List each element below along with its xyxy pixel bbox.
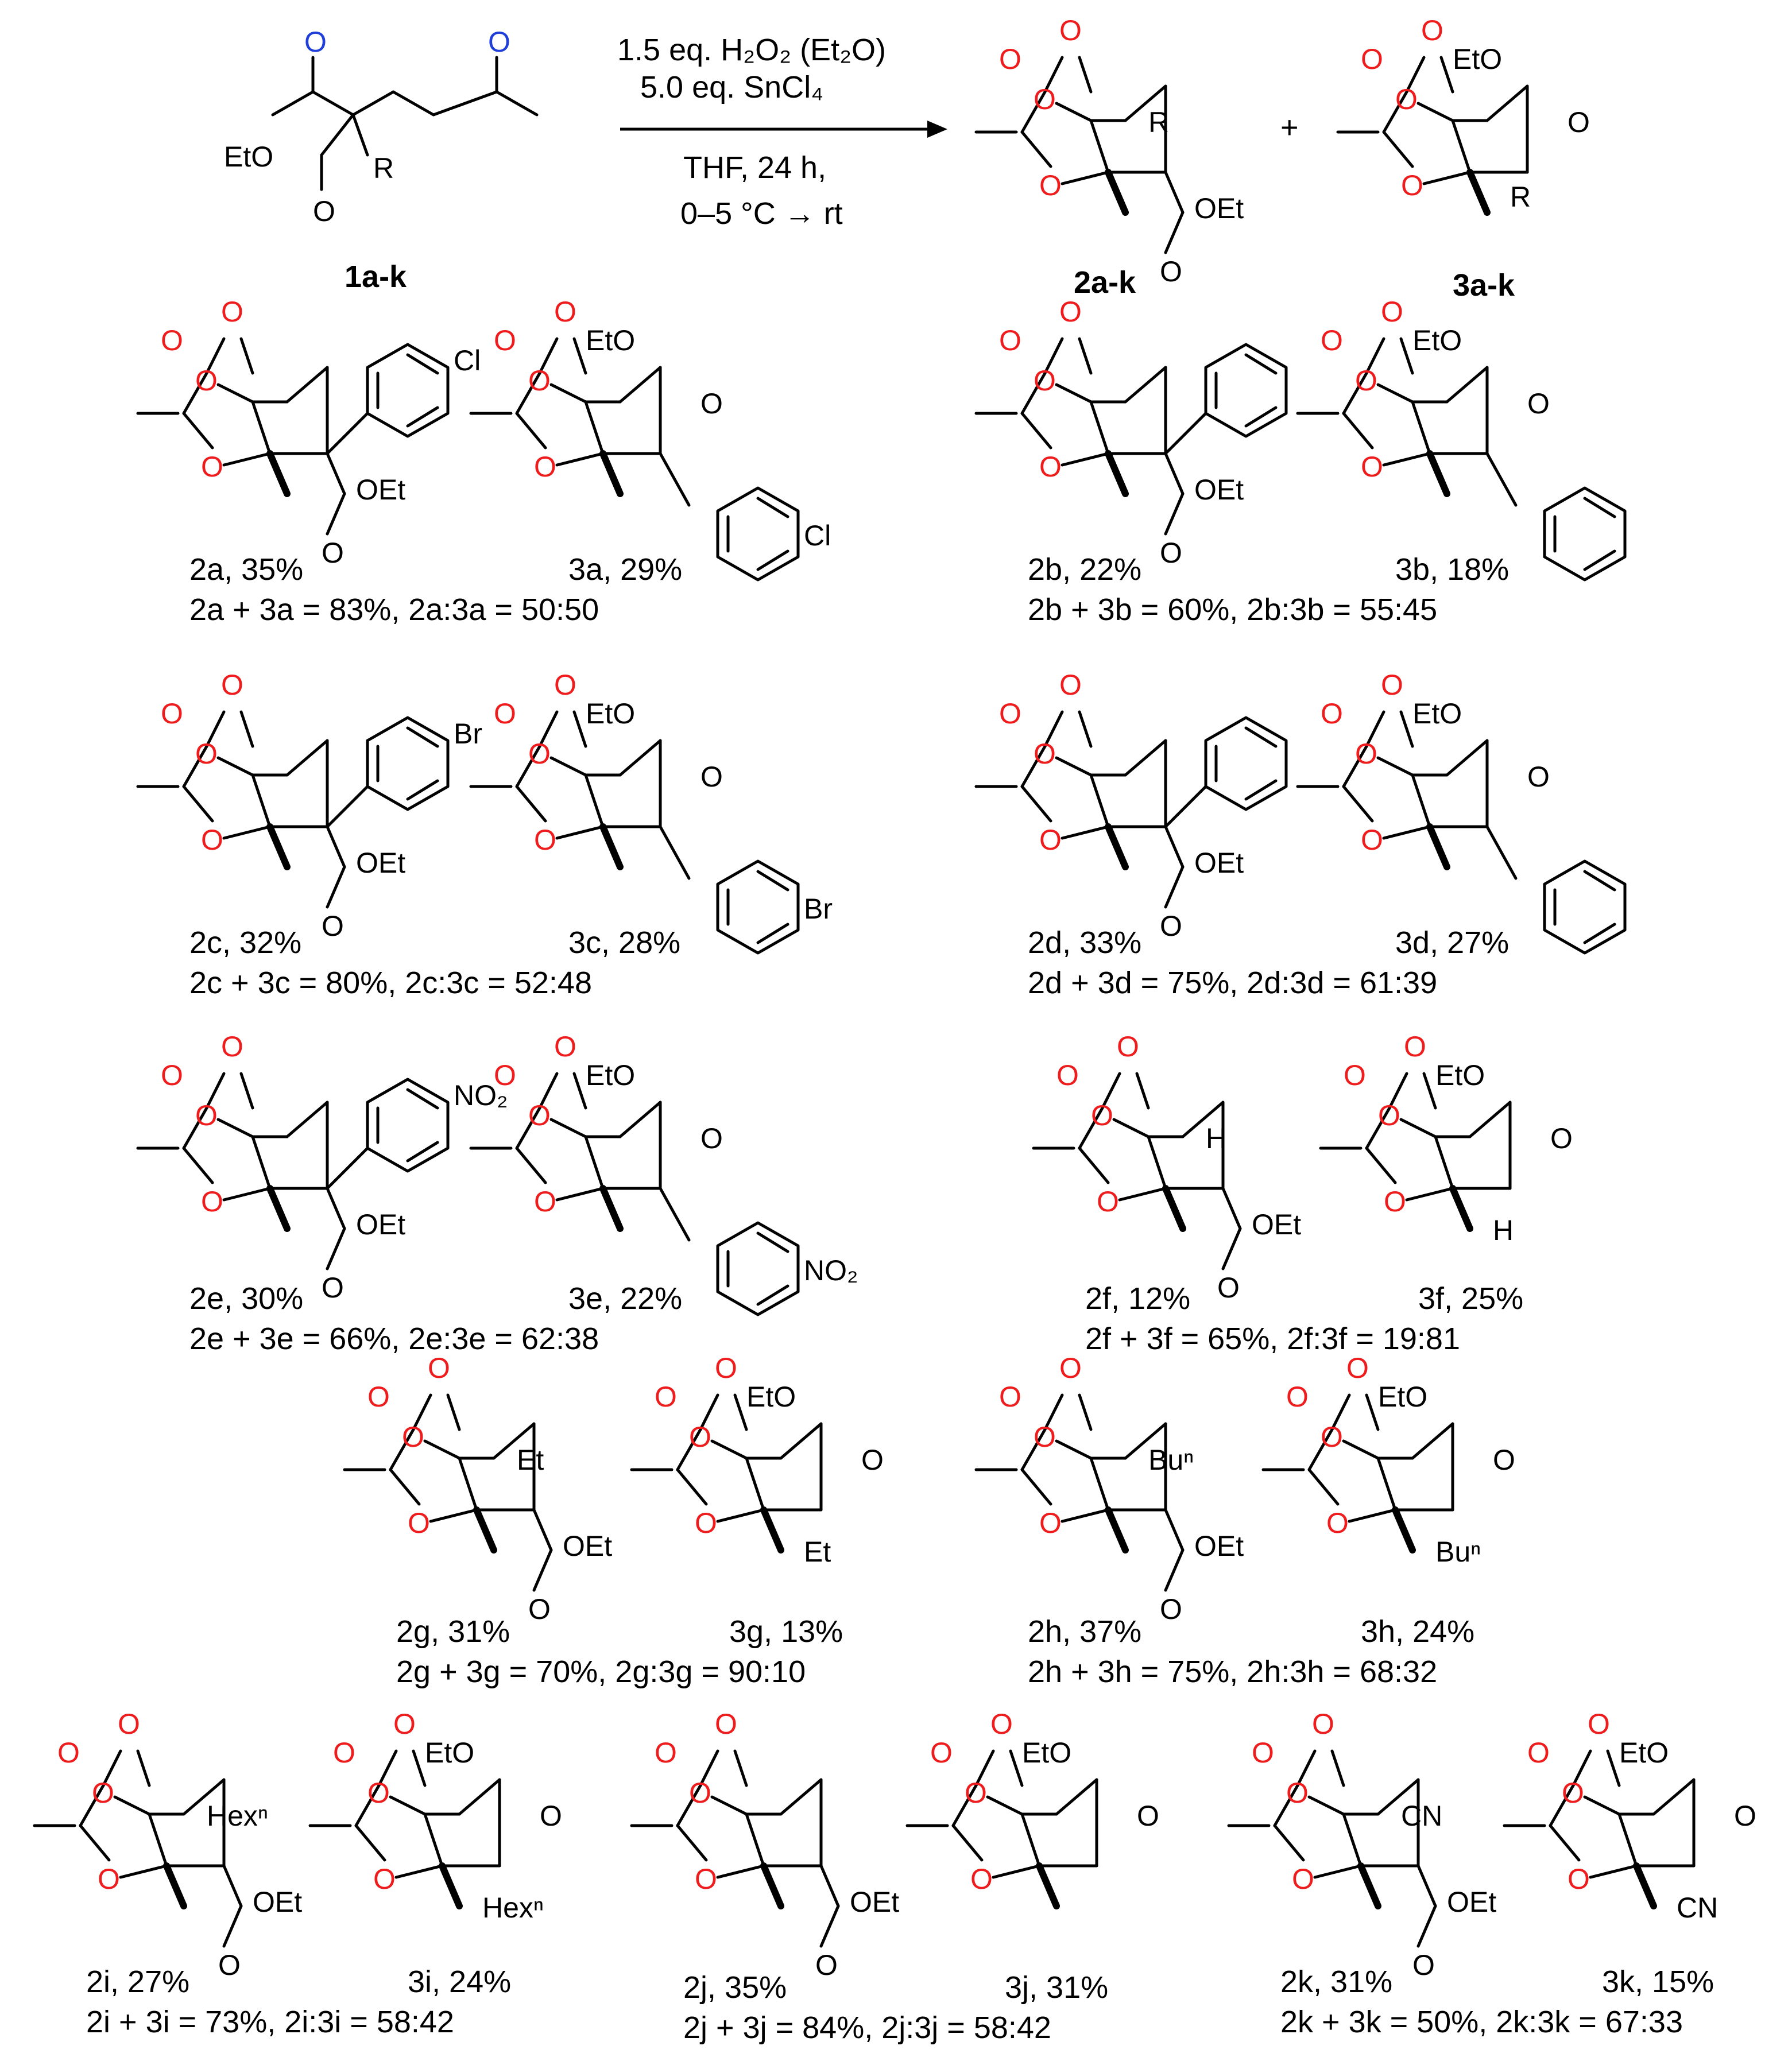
entry-b xyxy=(976,296,1625,627)
svg-text:O: O xyxy=(1059,14,1082,47)
svg-text:O: O xyxy=(965,1777,987,1809)
entry-h xyxy=(976,1352,1515,1689)
entry-j xyxy=(632,1708,1159,2045)
svg-text:EtO: EtO xyxy=(1022,1737,1072,1769)
structure-2a xyxy=(138,296,481,569)
svg-text:O: O xyxy=(1381,296,1403,328)
svg-text:O: O xyxy=(1160,910,1182,942)
svg-text:O: O xyxy=(1286,1381,1309,1413)
svg-text:OEt: OEt xyxy=(253,1886,303,1918)
svg-text:EtO: EtO xyxy=(586,1059,636,1091)
svg-text:O: O xyxy=(201,451,223,483)
svg-text:O: O xyxy=(1034,1421,1056,1453)
svg-text:OEt: OEt xyxy=(1194,1530,1244,1562)
svg-text:EtO: EtO xyxy=(586,324,636,357)
svg-text:O: O xyxy=(221,669,243,701)
svg-text:O: O xyxy=(695,1507,717,1539)
svg-text:O: O xyxy=(1401,169,1423,202)
starting-material-1 xyxy=(224,26,537,294)
arrow-head xyxy=(927,121,947,138)
structure-3g xyxy=(632,1352,884,1568)
svg-text:O: O xyxy=(201,1186,223,1218)
svg-text:O: O xyxy=(57,1737,80,1769)
combined-yield-b: 2b + 3b = 60%, 2b:3b = 55:45 xyxy=(1028,592,1438,627)
compound-label-2a-k: 2a-k xyxy=(1074,265,1136,300)
svg-text:Cl: Cl xyxy=(804,520,831,552)
combined-yield-i: 2i + 3i = 73%, 2i:3i = 58:42 xyxy=(86,2005,454,2039)
yield-3g: 3g, 13% xyxy=(729,1614,843,1649)
entry-c xyxy=(138,669,833,1000)
svg-text:O: O xyxy=(1562,1777,1584,1809)
product-3-general xyxy=(1338,14,1590,213)
svg-text:O: O xyxy=(1252,1737,1274,1769)
svg-text:O: O xyxy=(1059,1352,1082,1384)
svg-text:O: O xyxy=(1056,1059,1079,1091)
aryl-ring xyxy=(718,861,833,953)
svg-text:O: O xyxy=(195,365,218,397)
yield-2e: 2e, 30% xyxy=(189,1281,304,1316)
svg-text:O: O xyxy=(1039,169,1062,202)
structure-3b xyxy=(1298,296,1625,580)
ketone-oxygen-b: O xyxy=(488,26,510,58)
svg-text:O: O xyxy=(1217,1272,1240,1304)
start-ester-eto: EtO xyxy=(224,141,274,173)
svg-text:O: O xyxy=(1039,451,1062,483)
svg-text:EtO: EtO xyxy=(1619,1737,1669,1769)
svg-text:O: O xyxy=(494,698,516,730)
svg-text:O: O xyxy=(1292,1863,1314,1895)
svg-text:EtO: EtO xyxy=(425,1737,475,1769)
aryl-ring xyxy=(718,488,831,580)
svg-text:O: O xyxy=(1355,738,1377,770)
yield-3h: 3h, 24% xyxy=(1361,1614,1475,1649)
svg-text:O: O xyxy=(861,1444,884,1476)
yield-3f: 3f, 25% xyxy=(1418,1281,1524,1316)
svg-text:Hexⁿ: Hexⁿ xyxy=(207,1800,269,1832)
start-ester-o: O xyxy=(313,195,335,227)
svg-text:O: O xyxy=(1346,1352,1369,1384)
svg-text:OEt: OEt xyxy=(1447,1886,1497,1918)
structure-3a xyxy=(471,296,831,580)
svg-text:O: O xyxy=(1034,365,1056,397)
svg-text:O: O xyxy=(528,1593,551,1625)
svg-text:O: O xyxy=(999,1381,1021,1413)
svg-text:Hexⁿ: Hexⁿ xyxy=(482,1892,544,1924)
structure-2h xyxy=(976,1352,1244,1625)
svg-text:O: O xyxy=(700,1122,723,1155)
yield-3k: 3k, 15% xyxy=(1602,1965,1714,1999)
reagent-line-1: 1.5 eq. H₂O₂ (Et₂O) xyxy=(617,33,887,67)
combined-yield-e: 2e + 3e = 66%, 2e:3e = 62:38 xyxy=(189,1322,599,1356)
start-r-group: R xyxy=(373,152,394,184)
svg-text:O: O xyxy=(970,1863,993,1895)
svg-text:O: O xyxy=(494,324,516,357)
svg-text:O: O xyxy=(195,738,218,770)
svg-text:O: O xyxy=(92,1777,114,1809)
svg-text:NO₂: NO₂ xyxy=(454,1079,508,1111)
entry-f xyxy=(1034,1030,1573,1356)
svg-text:O: O xyxy=(554,296,576,328)
svg-text:O: O xyxy=(815,1949,838,1981)
svg-text:O: O xyxy=(1588,1708,1610,1740)
yield-2b: 2b, 22% xyxy=(1028,552,1142,587)
svg-text:O: O xyxy=(1321,698,1343,730)
svg-text:O: O xyxy=(999,698,1021,730)
svg-text:O: O xyxy=(322,1272,344,1304)
svg-text:Br: Br xyxy=(804,893,833,925)
svg-text:O: O xyxy=(999,324,1021,357)
structure-2i xyxy=(34,1708,302,1981)
structure-3j xyxy=(907,1708,1159,1906)
svg-text:O: O xyxy=(393,1708,416,1740)
yield-2d: 2d, 33% xyxy=(1028,925,1142,960)
yield-2i: 2i, 27% xyxy=(86,1965,190,1999)
svg-text:O: O xyxy=(1527,1737,1550,1769)
svg-text:O: O xyxy=(1286,1777,1309,1809)
yield-3c: 3c, 28% xyxy=(568,925,681,960)
reaction-arrow-group xyxy=(617,33,947,231)
svg-text:O: O xyxy=(534,451,556,483)
svg-text:OEt: OEt xyxy=(850,1886,900,1918)
svg-text:O: O xyxy=(1493,1444,1515,1476)
combined-yield-k: 2k + 3k = 50%, 2k:3k = 67:33 xyxy=(1280,2005,1683,2039)
svg-text:Buⁿ: Buⁿ xyxy=(1148,1444,1194,1476)
svg-text:OEt: OEt xyxy=(1194,474,1244,506)
svg-text:O: O xyxy=(1059,296,1082,328)
svg-text:O: O xyxy=(1567,1863,1590,1895)
svg-text:O: O xyxy=(715,1708,737,1740)
svg-text:O: O xyxy=(161,324,183,357)
svg-text:O: O xyxy=(118,1708,140,1740)
reagent-line-2: 5.0 eq. SnCl₄ xyxy=(640,70,824,104)
yield-3a: 3a, 29% xyxy=(568,552,683,587)
plus-sign: + xyxy=(1280,110,1299,145)
svg-text:O: O xyxy=(1527,761,1550,793)
svg-text:H: H xyxy=(1206,1122,1227,1155)
svg-text:O: O xyxy=(1059,669,1082,701)
entry-d xyxy=(976,669,1625,1000)
product-2-general xyxy=(976,14,1244,288)
aryl-ring xyxy=(367,344,481,436)
structure-2b xyxy=(976,296,1286,569)
reagent-line-3: THF, 24 h, xyxy=(683,150,827,185)
svg-text:O: O xyxy=(1034,738,1056,770)
svg-text:O: O xyxy=(554,669,576,701)
svg-text:O: O xyxy=(1097,1186,1119,1218)
svg-text:OEt: OEt xyxy=(356,474,406,506)
combined-yield-c: 2c + 3c = 80%, 2c:3c = 52:48 xyxy=(189,966,592,1000)
structure-3i xyxy=(310,1708,562,1924)
svg-text:EtO: EtO xyxy=(1412,324,1462,357)
svg-text:OEt: OEt xyxy=(1252,1208,1302,1241)
structure-2j xyxy=(632,1708,899,1981)
svg-text:O: O xyxy=(221,296,243,328)
yield-2k: 2k, 31% xyxy=(1280,1965,1393,1999)
aryl-ring xyxy=(1545,861,1625,953)
svg-text:O: O xyxy=(1412,1949,1435,1981)
svg-text:Et: Et xyxy=(804,1536,831,1568)
entries-grid xyxy=(34,296,1756,2045)
svg-text:O: O xyxy=(1326,1507,1349,1539)
svg-text:O: O xyxy=(990,1708,1013,1740)
svg-text:O: O xyxy=(408,1507,430,1539)
svg-text:O: O xyxy=(930,1737,953,1769)
svg-text:O: O xyxy=(1137,1800,1159,1832)
svg-text:O: O xyxy=(1091,1099,1113,1132)
svg-text:O: O xyxy=(528,1099,551,1132)
structure-2d xyxy=(976,669,1286,942)
entry-g xyxy=(345,1352,884,1689)
svg-text:O: O xyxy=(322,537,344,569)
structure-3e xyxy=(471,1030,858,1315)
svg-text:O: O xyxy=(322,910,344,942)
entry-e xyxy=(138,1030,858,1356)
svg-text:O: O xyxy=(1404,1030,1426,1063)
yield-3i: 3i, 24% xyxy=(408,1965,512,1999)
svg-text:O: O xyxy=(1378,1099,1400,1132)
svg-text:EtO: EtO xyxy=(746,1381,796,1413)
svg-text:EtO: EtO xyxy=(586,698,636,730)
svg-text:OEt: OEt xyxy=(1194,192,1244,224)
svg-text:Br: Br xyxy=(454,718,482,750)
yield-2j: 2j, 35% xyxy=(683,1970,787,2005)
svg-text:O: O xyxy=(1117,1030,1139,1063)
yield-3e: 3e, 22% xyxy=(568,1281,683,1316)
structure-3k xyxy=(1504,1708,1756,1924)
aryl-ring xyxy=(367,718,482,809)
entry-i xyxy=(34,1708,562,2039)
svg-text:O: O xyxy=(1034,83,1056,115)
structure-3c xyxy=(471,669,833,953)
svg-text:O: O xyxy=(534,1186,556,1218)
svg-text:O: O xyxy=(655,1381,677,1413)
svg-text:O: O xyxy=(528,365,551,397)
svg-text:O: O xyxy=(1361,451,1383,483)
svg-text:O: O xyxy=(534,824,556,856)
svg-text:NO₂: NO₂ xyxy=(804,1254,858,1287)
svg-text:O: O xyxy=(428,1352,450,1384)
svg-text:O: O xyxy=(98,1863,120,1895)
svg-text:O: O xyxy=(715,1352,737,1384)
structure-3d xyxy=(1298,669,1625,953)
svg-text:O: O xyxy=(689,1777,711,1809)
svg-text:O: O xyxy=(1321,324,1343,357)
combined-yield-g: 2g + 3g = 70%, 2g:3g = 90:10 xyxy=(396,1655,806,1689)
svg-text:Buⁿ: Buⁿ xyxy=(1435,1536,1481,1568)
svg-text:O: O xyxy=(367,1777,390,1809)
svg-text:O: O xyxy=(1160,537,1182,569)
yield-3d: 3d, 27% xyxy=(1395,925,1510,960)
yield-2h: 2h, 37% xyxy=(1028,1614,1142,1649)
svg-text:O: O xyxy=(689,1421,711,1453)
svg-text:O: O xyxy=(333,1737,355,1769)
combined-yield-h: 2h + 3h = 75%, 2h:3h = 68:32 xyxy=(1028,1655,1438,1689)
svg-text:O: O xyxy=(1312,1708,1334,1740)
reagent-line-4: 0–5 °C → rt xyxy=(680,196,843,231)
yield-3b: 3b, 18% xyxy=(1395,552,1510,587)
svg-text:O: O xyxy=(1567,106,1590,138)
combined-yield-d: 2d + 3d = 75%, 2d:3d = 61:39 xyxy=(1028,966,1438,1000)
svg-text:O: O xyxy=(1039,824,1062,856)
structure-2e xyxy=(138,1030,508,1304)
svg-text:OEt: OEt xyxy=(356,1208,406,1241)
svg-text:O: O xyxy=(494,1059,516,1091)
yield-2c: 2c, 32% xyxy=(189,925,302,960)
svg-text:O: O xyxy=(218,1949,241,1981)
svg-text:O: O xyxy=(367,1381,390,1413)
structure-3f xyxy=(1321,1030,1573,1246)
ketone-oxygen-a: O xyxy=(304,26,327,58)
svg-text:O: O xyxy=(221,1030,243,1063)
aryl-ring xyxy=(367,1079,508,1171)
structure-2k xyxy=(1229,1708,1496,1981)
svg-text:O: O xyxy=(1355,365,1377,397)
svg-text:O: O xyxy=(540,1800,562,1832)
svg-text:H: H xyxy=(1493,1214,1514,1246)
svg-text:O: O xyxy=(554,1030,576,1063)
combined-yield-f: 2f + 3f = 65%, 2f:3f = 19:81 xyxy=(1085,1322,1460,1356)
svg-text:CN: CN xyxy=(1677,1892,1719,1924)
svg-text:O: O xyxy=(1381,669,1403,701)
yield-3j: 3j, 31% xyxy=(1005,1970,1109,2005)
compound-label-1a-k: 1a-k xyxy=(345,259,407,294)
svg-text:O: O xyxy=(201,824,223,856)
svg-text:O: O xyxy=(161,1059,183,1091)
svg-text:O: O xyxy=(655,1737,677,1769)
svg-text:CN: CN xyxy=(1401,1800,1443,1832)
combined-yield-a: 2a + 3a = 83%, 2a:3a = 50:50 xyxy=(189,592,599,627)
entry-k xyxy=(1229,1708,1756,2039)
structure-3h xyxy=(1263,1352,1515,1568)
svg-text:O: O xyxy=(1361,43,1383,75)
svg-text:O: O xyxy=(700,761,723,793)
svg-text:O: O xyxy=(1321,1421,1343,1453)
svg-text:OEt: OEt xyxy=(1194,847,1244,879)
structure-2f xyxy=(1034,1030,1301,1304)
structure-2g xyxy=(345,1352,612,1625)
svg-text:O: O xyxy=(402,1421,424,1453)
svg-text:O: O xyxy=(195,1099,218,1132)
svg-text:EtO: EtO xyxy=(1378,1381,1428,1413)
svg-text:R: R xyxy=(1510,181,1531,213)
svg-text:O: O xyxy=(1361,824,1383,856)
compound-label-3a-k: 3a-k xyxy=(1453,268,1515,303)
svg-text:Cl: Cl xyxy=(454,344,481,377)
svg-text:O: O xyxy=(1039,1507,1062,1539)
svg-text:O: O xyxy=(695,1863,717,1895)
svg-text:O: O xyxy=(1550,1122,1573,1155)
structure-2c xyxy=(138,669,482,942)
svg-text:O: O xyxy=(999,43,1021,75)
svg-text:O: O xyxy=(1734,1800,1756,1832)
aryl-ring xyxy=(1545,488,1625,580)
svg-text:O: O xyxy=(1160,255,1182,288)
entry-a xyxy=(138,296,831,627)
yield-2g: 2g, 31% xyxy=(396,1614,510,1649)
aryl-ring xyxy=(1206,718,1286,809)
aryl-ring xyxy=(718,1223,858,1315)
svg-text:O: O xyxy=(528,738,551,770)
combined-yield-j: 2j + 3j = 84%, 2j:3j = 58:42 xyxy=(683,2010,1051,2045)
svg-text:EtO: EtO xyxy=(1435,1059,1485,1091)
svg-text:OEt: OEt xyxy=(356,847,406,879)
aryl-ring xyxy=(1206,344,1286,436)
svg-text:R: R xyxy=(1148,106,1170,138)
yield-2a: 2a, 35% xyxy=(189,552,304,587)
svg-text:O: O xyxy=(1384,1186,1406,1218)
svg-text:O: O xyxy=(373,1863,396,1895)
svg-text:O: O xyxy=(1527,388,1550,420)
svg-text:EtO: EtO xyxy=(1412,698,1462,730)
svg-text:O: O xyxy=(1344,1059,1366,1091)
svg-text:Et: Et xyxy=(517,1444,544,1476)
svg-text:O: O xyxy=(1395,83,1418,115)
svg-text:O: O xyxy=(1421,14,1443,47)
svg-text:O: O xyxy=(1160,1593,1182,1625)
svg-text:O: O xyxy=(700,388,723,420)
svg-text:O: O xyxy=(161,698,183,730)
svg-text:EtO: EtO xyxy=(1453,43,1503,75)
svg-text:OEt: OEt xyxy=(563,1530,613,1562)
yield-2f: 2f, 12% xyxy=(1085,1281,1191,1316)
